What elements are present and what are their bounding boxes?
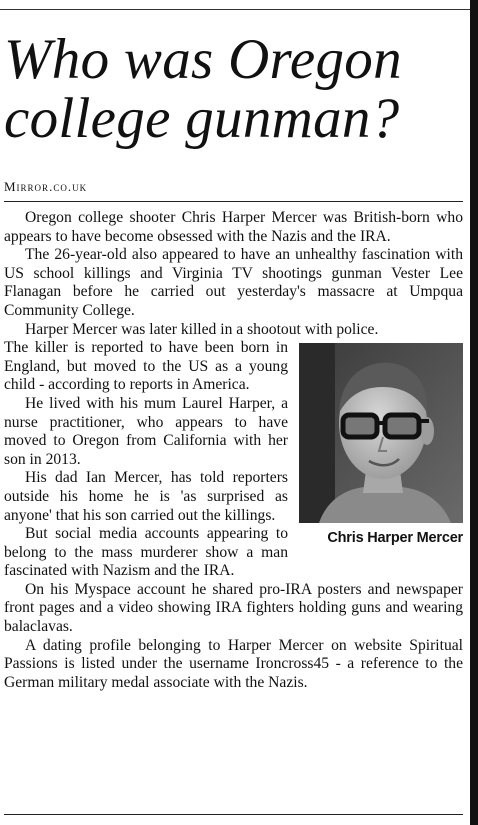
paragraph: His dad Ian Mercer, has told reporters outside his home he is 'as surprised as anyone' that his son carried out the killings. <box>4 469 288 524</box>
paragraph: On his Myspace account he shared pro-IRA posters and newspaper front pages and a video showing IRA fighters holding guns and wearing balaclavas. <box>4 580 463 636</box>
source-divider <box>4 201 463 202</box>
paragraph: Oregon college shooter Chris Harper Mercer was British-born who appears to have become obsessed with the Nazis and the IRA. <box>4 209 463 245</box>
source-credit: Mirror.co.uk <box>4 179 88 194</box>
paragraph: The 26-year-old also appeared to have an unhealthy fascination with US school killings and Virginia TV shootings gunman Vester Lee Flanagan before he carried out yesterday's massacre at Umpqua Community College. <box>4 246 463 319</box>
paragraph: But social media accounts appearing to belong to the mass murderer show a man fascinated with Nazism and the IRA. <box>4 525 288 580</box>
paragraph: The killer is reported to have been born in England, but moved to the US as a young child - according to reports in America. <box>4 339 288 394</box>
photo-caption: Chris Harper Mercer <box>327 530 463 547</box>
headline-line-2: college gunman? <box>4 87 400 150</box>
headline-line-1: Who was Oregon <box>4 28 402 91</box>
page-edge-bar <box>470 0 478 825</box>
bottom-rule <box>4 814 463 815</box>
paragraph: Harper Mercer was later killed in a shootout with police. <box>25 320 379 338</box>
portrait-image <box>299 343 463 523</box>
paragraph: He lived with his mum Laurel Harper, a nurse practitioner, who appears to have moved to Oregon from California with her son in 2013. <box>4 394 288 468</box>
article-body <box>4 209 463 692</box>
top-rule <box>0 0 470 10</box>
portrait-photo <box>299 343 463 523</box>
paragraph: A dating profile belonging to Harper Mercer on website Spiritual Passions is listed under the username Ironcross45 - a reference to the German military medal associate with the Nazis. <box>4 636 463 691</box>
headline <box>4 30 466 148</box>
photo-figure <box>297 343 463 559</box>
